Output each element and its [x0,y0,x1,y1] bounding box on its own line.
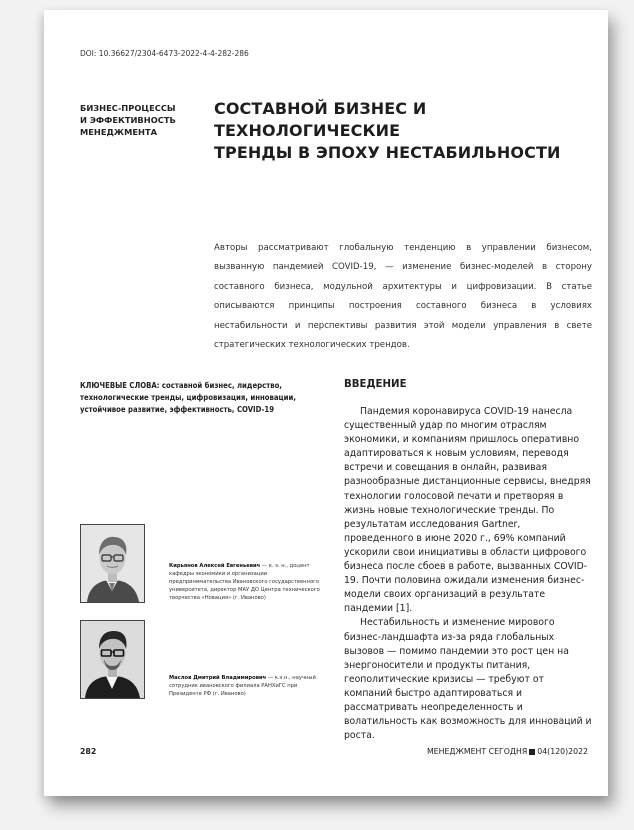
author-photo [80,524,145,603]
square-separator-icon [529,749,535,755]
author-details: — к. э. н., доцент кафедры экономики и организации предпринимательства Ивановского государственного университета, директор МАУ ДО Центра технического творчества «Новация» (г. Иваново) [169,563,320,601]
page-number: 282 [80,747,97,756]
journal-name: МЕНЕДЖМЕНТ СЕГОДНЯ [426,747,528,756]
article-title [214,98,594,164]
issue-number: 04(120)2022 [537,747,588,756]
section-heading: ВВЕДЕНИЕ [344,379,407,390]
rubric-line: БИЗНЕС-ПРОЦЕССЫ [80,103,176,113]
body-text [344,405,592,743]
author-name: Маслов Дмитрий Владимирович [169,675,267,681]
author-photo [80,620,145,699]
journal-page [44,10,608,796]
rubric [80,102,200,138]
author-bio [169,674,327,698]
abstract: Авторы рассматривают глобальную тенденцию в управлении бизнесом, вызванную пандемией COVID-19, — изменение бизнес-моделей в сторону составного бизнеса, модульной архитектуры и цифровизации. В статье описываются принципы построения составного бизнеса в условиях нестабильности и перспективы развития этой модели управления в свете стратегических технологических трендов. [214,243,592,351]
rubric-line: И ЭФФЕКТИВНОСТЬ [80,115,176,125]
title-line: ТРЕНДЫ В ЭПОХУ НЕСТАБИЛЬНОСТИ [214,143,561,162]
doi-line: DOI: 10.36627/2304-6473-2022-4-4-282-286 [80,49,249,58]
paragraph: Пандемия коронавируса COVID-19 нанесла существенный удар по многим отраслям экономики, и компаниям пришлось оперативно адаптироваться к новым условиям, переводя встречи и совещания в онлайн, развивая разнообразные дистанционные сервисы, внедряя технологии голосовой печати и претворяя в жизнь новые технологические тренды. По результатам исследования Gartner, проведенного в июне 2020 г., 69% компаний ускорили свои инициативы в области цифрового бизнеса после сбоев в работе, вызванных COVID-19. Почти половина ожидали изменения бизнес-модели своих организаций в результате пандемии [1]. [344,406,591,615]
running-footer [427,747,588,756]
author-name: Кирьянов Алексей Евгеньевич [169,563,261,569]
title-line: СОСТАВНОЙ БИЗНЕС И ТЕХНОЛОГИЧЕСКИЕ [214,99,427,140]
paragraph: Нестабильность и изменение мирового бизнес-ландшафта из-за ряда глобальных вызовов — помимо пандемии это рост цен на энергоносители и продукты питания, геополитические кризисы — требуют от компаний быстро адаптироваться и рассматривать неопределенность и волатильность как возможность для инноваций и роста. [344,617,592,742]
rubric-line: МЕНЕДЖМЕНТА [80,127,158,137]
keywords: КЛЮЧЕВЫЕ СЛОВА: составной бизнес, лидерство, технологические тренды, цифровизация, инновации, устойчивое развитие, эффективность, COVID-19 [80,381,296,414]
author-bio [169,562,327,602]
author-details: — к.э.н., научный сотрудник ивановского филиала РАНХиГС при Президенте РФ (г. Иваново) [169,675,316,697]
